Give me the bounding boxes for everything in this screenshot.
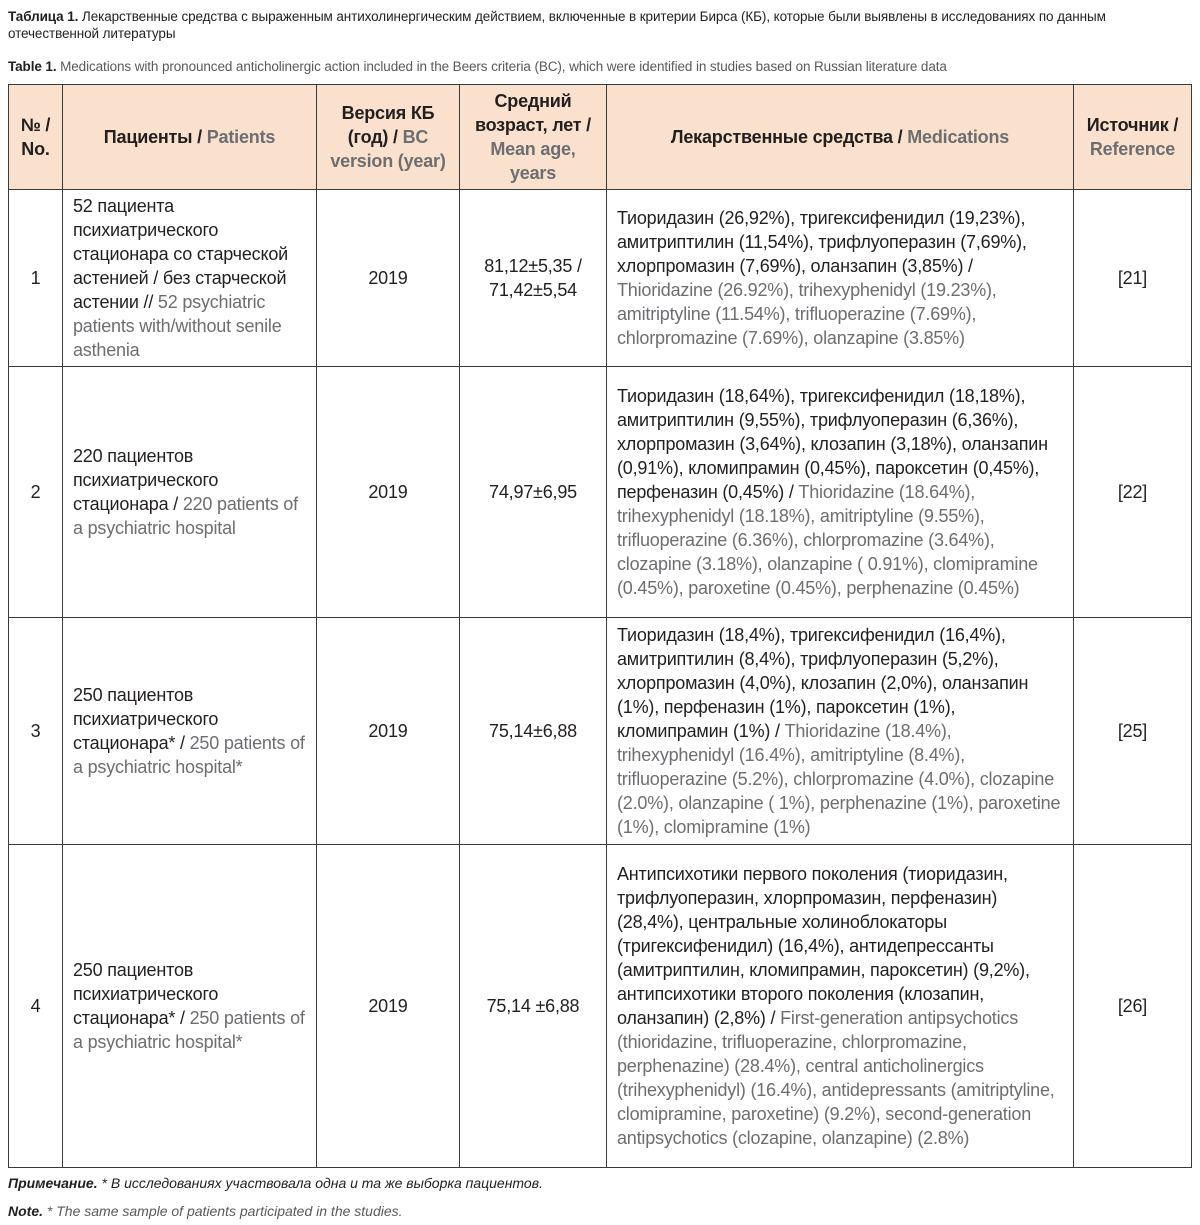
header-version [317, 85, 460, 190]
cell-medications [607, 845, 1074, 1168]
table-row [9, 190, 1192, 367]
medications-ru: Тиоридазин (18,4%), тригексифенидил (16,4%), амитриптилин (8,4%), трифлуоперазин (5,2%), хлорпромазин (4,0%), клозапин (2,0%), оланзапин (1%), перфеназин (1%), пароксетин (1%), кломипрамин (1%) / [617, 625, 1029, 741]
cell-age: 75,14 ±6,88 [460, 845, 607, 1168]
header-patients-ru: Пациенты / [103, 127, 207, 147]
header-row [9, 85, 1192, 190]
caption-label-ru: Таблица 1. [8, 9, 79, 24]
cell-medications [607, 618, 1074, 845]
note-label-ru: Примечание. [8, 1175, 98, 1191]
medications-ru: Тиоридазин (26,92%), тригексифенидил (19,23%), амитриптилин (11,54%), трифлуоперазин (7,69%), хлорпромазин (7,69%), оланзапин (3,85%) / [617, 208, 1027, 276]
header-medications [607, 85, 1074, 190]
cell-patients [63, 367, 317, 618]
patients-ru: 52 пациента психиатрического стационара со старческой астенией / без старческой астении // [73, 196, 289, 312]
cell-no: 3 [9, 618, 63, 845]
note-text-en: * The same sample of patients participated in the studies. [43, 1203, 403, 1219]
note-text-ru: * В исследованиях участвовала одна и та же выборка пациентов. [97, 1175, 543, 1191]
header-version-en: BC version (year) [330, 127, 446, 171]
cell-version: 2019 [317, 618, 460, 845]
medications-en: First-generation antipsychotics (thioridazine, trifluoperazine, chlorpromazine, perphenazine) (28.4%), central anticholinergics (trihexyphenidyl) (16.4%), antidepressants (amitriptyline, clomipramine, paroxetine) (9.2%), second-generation antipsychotics (clozapine, olanzapine) (2.8%) [617, 1008, 1055, 1148]
table-note-en [8, 1202, 1192, 1220]
medications-ru: Антипсихотики первого поколения (тиоридазин, трифлуоперазин, хлорпромазин, перфеназин) (28,4%), центральные холиноблокаторы (тригексифенидил) (16,4%), антидепрессанты (амитриптилин, кломипрамин, пароксетин) (9,2%), антипсихотики второго поколения (клозапин, оланзапин) (2,8%) / [617, 864, 1030, 1028]
header-reference-en: Reference [1089, 139, 1176, 159]
table-row [9, 367, 1192, 618]
header-no [9, 85, 63, 190]
cell-reference: [25] [1074, 618, 1192, 845]
table-caption-en [8, 58, 1192, 75]
patients-en: 52 psychiatric patients with/without senile asthenia [73, 292, 282, 360]
cell-version: 2019 [317, 367, 460, 618]
cell-version: 2019 [317, 190, 460, 367]
header-no-ru: № / [20, 115, 51, 135]
header-reference-ru: Источник / [1086, 115, 1179, 135]
caption-label-en: Table 1. [8, 59, 57, 74]
cell-reference: [21] [1074, 190, 1192, 367]
table-note-ru [8, 1174, 1192, 1192]
medications-ru: Тиоридазин (18,64%), тригексифенидил (18,18%), амитриптилин (9,55%), трифлуоперазин (6,36%), хлорпромазин (3,64%), клозапин (3,18%), оланзапин (0,91%), кломипрамин (0,45%), пароксетин (0,45%), перфеназин (0,45%) / [617, 386, 1048, 502]
patients-ru: 220 пациентов психиатрического стационара / [73, 446, 219, 514]
note-label-en: Note. [8, 1203, 43, 1219]
table-row [9, 845, 1192, 1168]
header-age [460, 85, 607, 190]
cell-reference: [26] [1074, 845, 1192, 1168]
medications-table [8, 84, 1192, 1168]
caption-text-ru: Лекарственные средства с выраженным антихолинергическим действием, включенные в критерии Бирса (КБ), которые были выявлены в исследованиях по данным отечественной литературы [8, 9, 1106, 41]
table-caption-ru [8, 8, 1192, 42]
patients-en: 250 patients of a psychiatric hospital* [73, 1008, 305, 1052]
header-reference [1074, 85, 1192, 190]
cell-patients [63, 845, 317, 1168]
header-patients-en: Patients [206, 127, 276, 147]
cell-no: 2 [9, 367, 63, 618]
cell-age: 74,97±6,95 [460, 367, 607, 618]
cell-reference: [22] [1074, 367, 1192, 618]
medications-en: Thioridazine (26.92%), trihexyphenidyl (19.23%), amitriptyline (11.54%), trifluoperazine (7.69%), chlorpromazine (7.69%), olanzapine (3.85%) [617, 280, 997, 348]
caption-text-en: Medications with pronounced anticholinergic action included in the Beers criteria (BC), which were identified in studies based on Russian literature data [56, 59, 947, 74]
cell-no: 1 [9, 190, 63, 367]
cell-medications [607, 190, 1074, 367]
header-age-ru: Средний возраст, лет / [474, 91, 591, 135]
header-age-en: Mean age, years [490, 139, 576, 183]
header-version-ru: Версия КБ (год) / [341, 103, 435, 147]
patients-en: 250 patients of a psychiatric hospital* [73, 733, 305, 777]
cell-version: 2019 [317, 845, 460, 1168]
patients-ru: 250 пациентов психиатрического стационара* / [73, 685, 219, 753]
cell-no: 4 [9, 845, 63, 1168]
cell-age: 81,12±5,35 / 71,42±5,54 [460, 190, 607, 367]
header-medications-en: Medications [907, 127, 1010, 147]
cell-patients [63, 190, 317, 367]
cell-medications [607, 367, 1074, 618]
header-no-en: No. [21, 139, 50, 159]
cell-patients [63, 618, 317, 845]
header-patients [63, 85, 317, 190]
header-medications-ru: Лекарственные средства / [670, 127, 908, 147]
patients-en: 220 patients of a psychiatric hospital [73, 494, 298, 538]
medications-en: Thioridazine (18.64%), trihexyphenidyl (18.18%), amitriptyline (9.55%), trifluoperazine (6.36%), chlorpromazine (3.64%), clozapine (3.18%), olanzapine ( 0.91%), clomipramine (0.45%), paroxetine (0.45%), perphenazine (0.45%) [617, 482, 1038, 598]
patients-ru: 250 пациентов психиатрического стационара* / [73, 960, 219, 1028]
medications-en: Thioridazine (18.4%), trihexyphenidyl (16.4%), amitriptyline (8.4%), trifluoperazine (5.2%), chlorpromazine (4.0%), clozapine (2.0%), olanzapine ( 1%), perphenazine (1%), paroxetine (1%), clomipramine (1%) [617, 721, 1061, 837]
cell-age: 75,14±6,88 [460, 618, 607, 845]
table-row [9, 618, 1192, 845]
